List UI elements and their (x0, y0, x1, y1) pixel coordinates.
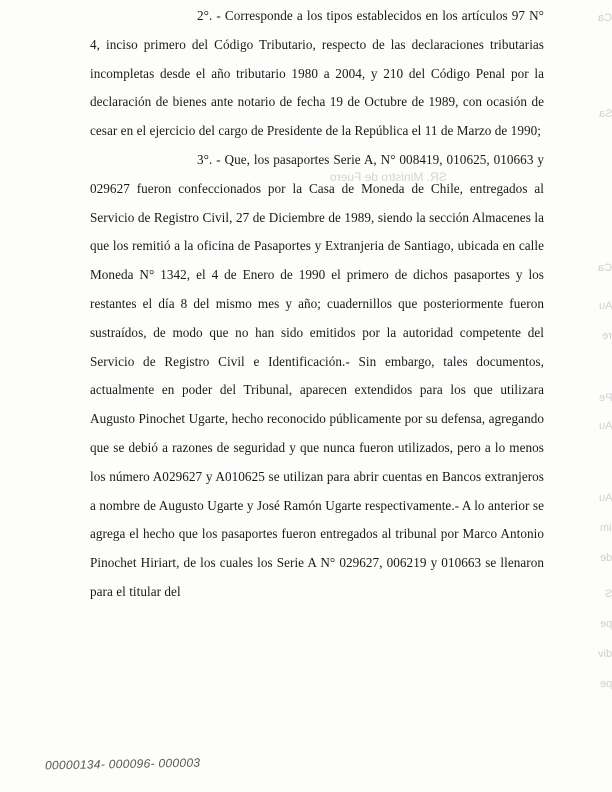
paragraph-3: 3°. - Que, los pasaportes Serie A, N° 008419, 010625, 010663 y 029627 fueron confeccionados por la Casa de Moneda de Chile, entregados al Servicio de Registro Civil, 27 de Diciembre de 1989, siendo la sección Almacenes la que los remitió a la oficina de Pasaportes y Extranjeria de Santiago, ubicada en calle Moneda N° 1342, el 4 de Enero de 1990 el primero de dichos pasaportes y los restantes el día 8 del mismo mes y año; cuadernillos que posteriormente fueron sustraídos, de modo que no han sido emitidos por la autoridad competente del Servicio de Registro Civil e Identificación.- Sin embargo, tales documentos, actualmente en poder del Tribunal, aparecen extendidos para los que utilizara Augusto Pinochet Ugarte, hecho reconocido públicamente por su defensa, agregando que se debió a razones de seguridad y que nunca fueron utilizados, pero a lo menos los número A029627 y A010625 se utilizan para abrir cuentas en Bancos extranjeros a nombre de Augusto Ugarte y José Ramón Ugarte respectivamente.- A lo anterior se agrega el hecho que los pasaportes fueron entregados al tribunal por Marco Antonio Pinochet Hiriart, de los cuales los Serie A N° 029627, 006219 y 010663 se llenaron para el titular del (90, 151, 544, 599)
right-margin-bleed: Ca Sa Ca Au re Pe Au Au im de S pe div pe (597, 12, 612, 690)
folio-stamp: 00000134- 000096- 000003 (44, 755, 201, 773)
paragraph-2: 2°. - Corresponde a los tipos establecidos en los artículos 97 N° 4, inciso primero del Código Tributario, respecto de las declaraciones tributarias incompletas desde el año tributario 1980 a 2004, y 210 del Código Penal por la declaración de bienes ante notario de fecha 19 de Octubre de 1989, con ocasión de cesar en el ejercicio del cargo de Presidente de la República el 11 de Marzo de 1990; (90, 8, 544, 139)
bleed-through-text: SR. Ministro de Fuero (330, 170, 447, 184)
document-body (90, 2, 544, 607)
